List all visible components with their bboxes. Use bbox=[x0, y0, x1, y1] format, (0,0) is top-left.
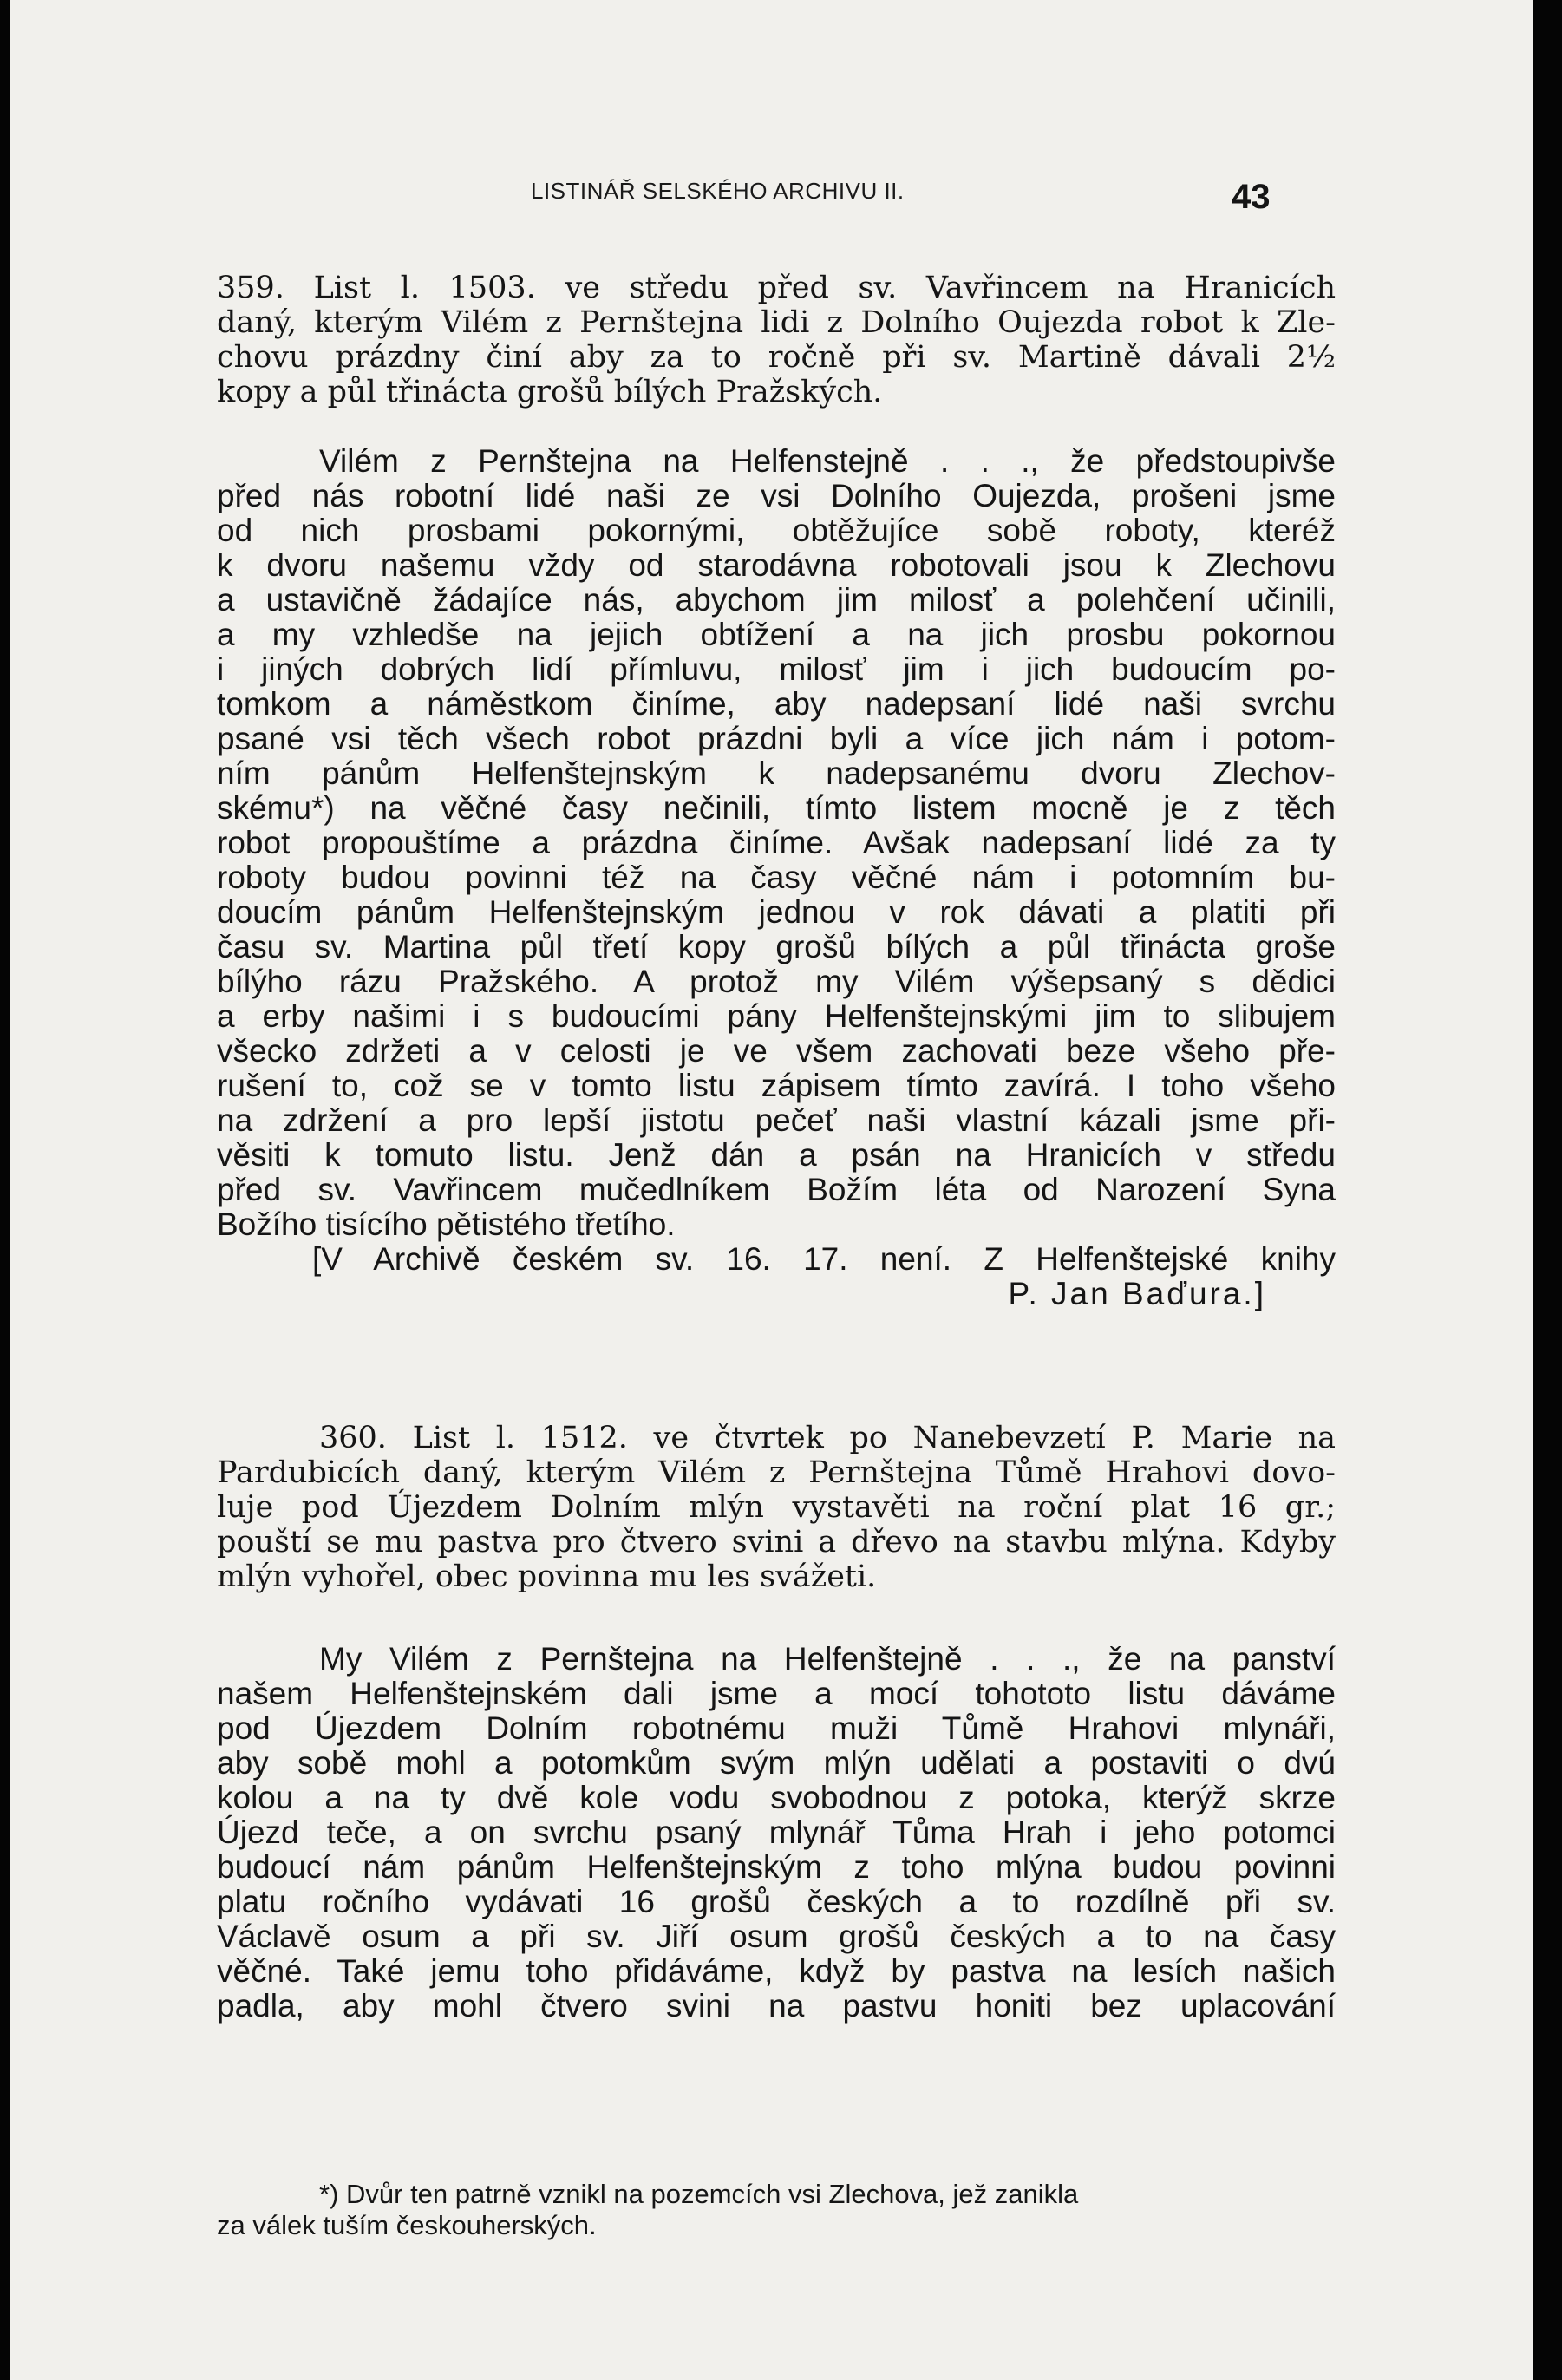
text-line: doucím pánům Helfenštejnským jednou v rok dávati a platiti při bbox=[217, 894, 1336, 930]
text-line: času sv. Martina půl třetí kopy grošů bílých a půl třinácta groše bbox=[217, 929, 1336, 964]
text-line: věčné. Také jemu toho přidáváme, když by pastva na lesích našich bbox=[217, 1953, 1336, 1989]
text-line: a my vzhledše na jejich obtížení a na jich prosbu pokornou bbox=[217, 617, 1336, 652]
doc359-text bbox=[217, 444, 1336, 1311]
text-line: Václavě osum a při sv. Jiří osum grošů českých a to na časy bbox=[217, 1919, 1336, 1954]
doc359-regest bbox=[217, 271, 1336, 409]
text-line: psané vsi těch všech robot prázdni byli a více jich nám i potom- bbox=[217, 721, 1336, 756]
signature: P. Jan Baďura.] bbox=[1008, 1276, 1266, 1311]
text-line: k dvoru našemu vždy od starodávna robotovali jsou k Zlechovu bbox=[217, 547, 1336, 583]
text-line: pod Újezdem Dolním robotnému muži Tůmě Hrahovi mlynáři, bbox=[217, 1710, 1336, 1746]
text-line: a ustavičně žádajíce nás, abychom jim milosť a polehčení učinili, bbox=[217, 582, 1336, 618]
page-number: 43 bbox=[1232, 178, 1271, 216]
text-line: věsiti k tomuto listu. Jenž dán a psán na Hranicích v středu bbox=[217, 1137, 1336, 1173]
text-line: bílýho rázu Pražského. A protož my Vilém výšepsaný s dědici bbox=[217, 964, 1336, 999]
footnote-line: za válek tuším českouherských. bbox=[217, 2210, 597, 2240]
footnote bbox=[217, 2179, 1336, 2241]
text-line: platu ročního vydávati 16 grošů českých a to rozdílně při sv. bbox=[217, 1884, 1336, 1919]
text-line: všecko zdržeti a v celosti je ve všem zachovati beze všeho pře- bbox=[217, 1033, 1336, 1069]
text-line: a erby našimi i s budoucími pány Helfenštejnskými jim to slibujem bbox=[217, 998, 1336, 1034]
text-line: roboty budou povinni též na časy věčné nám i potomním bu- bbox=[217, 860, 1336, 895]
text-line: našem Helfenštejnském dali jsme a mocí tohototo listu dáváme bbox=[217, 1676, 1336, 1711]
regest-line: luje pod Újezdem Dolním mlýn vystavěti na roční plat 16 gr.; bbox=[217, 1490, 1336, 1525]
text-line: robot propouštíme a prázdna činíme. Avšak nadepsaní lidé za ty bbox=[217, 825, 1336, 860]
regest-line: Pardubicích daný, kterým Vilém z Pernštejna Tůmě Hrahovi dovo- bbox=[217, 1455, 1336, 1490]
text-line: i jiných dobrých lidí přímluvu, milosť jim i jich budoucím po- bbox=[217, 651, 1336, 687]
regest-line: kopy a půl třinácta grošů bílých Pražských. bbox=[217, 375, 883, 409]
text-line: před nás robotní lidé naši ze vsi Dolního Oujezda, prošeni jsme bbox=[217, 478, 1336, 513]
text-line: rušení to, což se v tomto listu zápisem tímto zavírá. I toho všeho bbox=[217, 1068, 1336, 1103]
text-line: budoucí nám pánům Helfenštejnským z toho mlýna budou povinni bbox=[217, 1849, 1336, 1885]
regest-line: chovu prázdny činí aby za to ročně při sv. Martině dávali 2½ bbox=[217, 340, 1336, 375]
running-header: LISTINÁŘ SELSKÉHO ARCHIVU II. bbox=[531, 178, 905, 204]
regest-line: 360. List l. 1512. ve čtvrtek po Nanebevzetí P. Marie na bbox=[319, 1421, 1336, 1455]
doc360-regest bbox=[217, 1421, 1336, 1594]
regest-line: mlýn vyhořel, obec povinna mu les svážeti. bbox=[217, 1559, 877, 1594]
regest-line: daný, kterým Vilém z Pernštejna lidi z Dolního Oujezda robot k Zle- bbox=[217, 305, 1336, 340]
text-line: ním pánům Helfenštejnským k nadepsanému dvoru Zlechov- bbox=[217, 755, 1336, 791]
text-line: od nich prosbami pokornými, obtěžujíce sobě roboty, kteréž bbox=[217, 513, 1336, 548]
text-line: aby sobě mohl a potomkům svým mlýn udělati a postaviti o dvú bbox=[217, 1745, 1336, 1781]
doc360-text bbox=[217, 1642, 1336, 2024]
text-line: My Vilém z Pernštejna na Helfenštejně . . ., že na panství bbox=[319, 1641, 1336, 1677]
text-line: padla, aby mohl čtvero svini na pastvu honiti bez uplacování bbox=[217, 1988, 1336, 2024]
text-line: před sv. Vavřincem mučedlníkem Božím léta od Narození Syna bbox=[217, 1172, 1336, 1207]
regest-line: pouští se mu pastva pro čtvero svini a dřevo na stavbu mlýna. Kdyby bbox=[217, 1525, 1336, 1559]
text-line: tomkom a náměstkom činíme, aby nadepsaní lidé naši svrchu bbox=[217, 686, 1336, 722]
regest-line: 359. List l. 1503. ve středu před sv. Vavřincem na Hranicích bbox=[217, 271, 1336, 305]
book-page bbox=[10, 0, 1533, 2380]
source-note: [V Archivě českém sv. 16. 17. není. Z Helfenštejské knihy bbox=[312, 1241, 1336, 1277]
text-line: skému*) na věčné časy nečinili, tímto listem mocně je z těch bbox=[217, 790, 1336, 826]
text-line: Vilém z Pernštejna na Helfenstejně . . ., že předstoupivše bbox=[319, 443, 1336, 479]
text-line: kolou a na ty dvě kole vodu svobodnou z potoka, kterýž skrze bbox=[217, 1780, 1336, 1815]
text-line: na zdržení a pro lepší jistotu pečeť naši vlastní kázali jsme při- bbox=[217, 1102, 1336, 1138]
text-line: Božího tisícího pětistého třetího. bbox=[217, 1206, 676, 1242]
text-line: Újezd teče, a on svrchu psaný mlynář Tůma Hrah i jeho potomci bbox=[217, 1814, 1336, 1850]
footnote-line: *) Dvůr ten patrně vznikl na pozemcích vsi Zlechova, jež zanikla bbox=[319, 2179, 1079, 2209]
